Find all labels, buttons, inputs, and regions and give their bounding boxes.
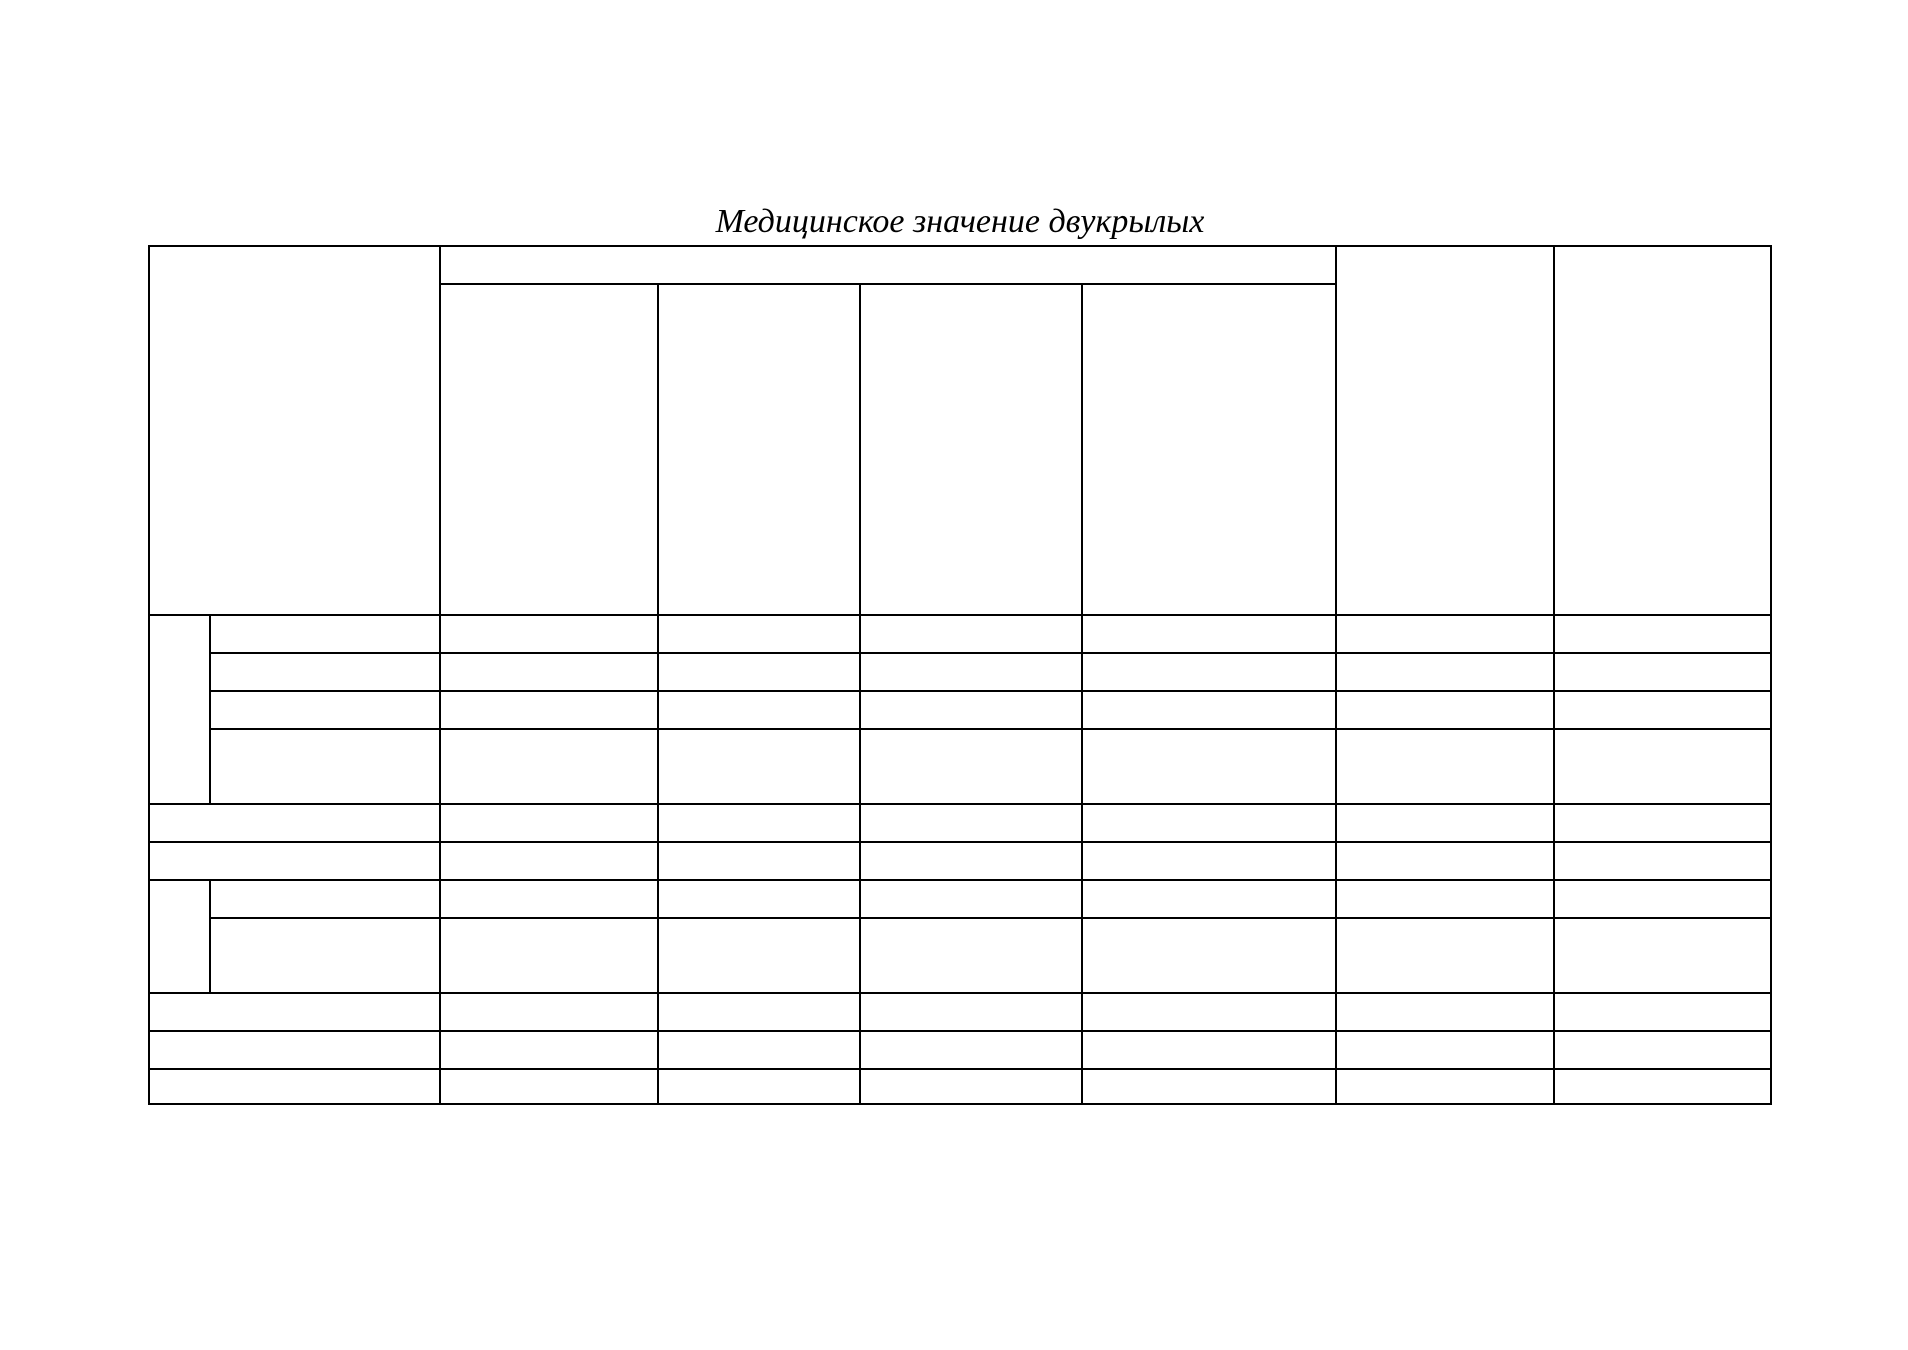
- table-border: [149, 246, 1771, 1104]
- page-title: Медицинское значение двукрылых: [715, 203, 1205, 240]
- table-lines: [148, 245, 1772, 1105]
- empty-table-grid: [148, 245, 1772, 1105]
